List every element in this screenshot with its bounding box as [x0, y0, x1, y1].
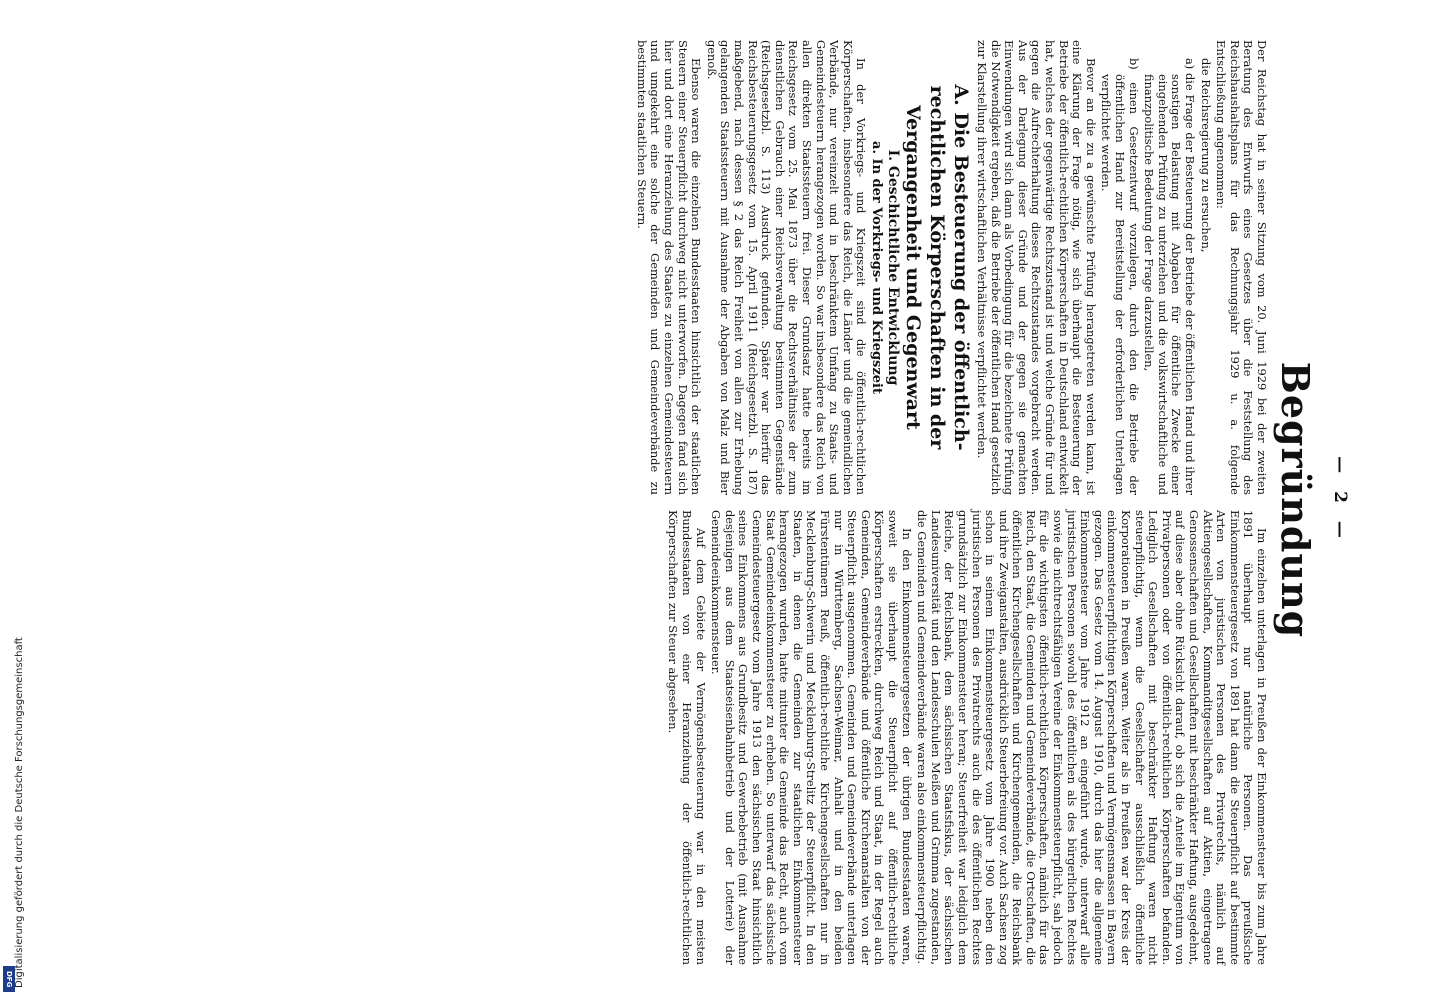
digitization-footer [0, 0, 25, 1000]
body-paragraph: Ebenso waren die einzelnen Bundesstaaten hinsichtlich der staatlichen Steuern einer Steuerpflicht durchweg nicht unterworfen. Dagegen fand sich hier und dort eine Heranziehung des Staates zu einzelnen Gemeindesteuern und umgekehrt eine solche der Gemeinden und Gemeindeverbände zu bestimmten staatlichen Steuern. [634, 40, 704, 495]
list-item-a: a) die Frage der Besteuerung der Betriebe der öffentlichen Hand und ihrer sonstigen Belastung mit Abgaben für öffentliche Zwecke einer eingehenden Prüfung zu unterziehen und die volkswirtschaftliche und finanzpolitische Bedeutung der Frage darzustellen, [1142, 58, 1198, 495]
page-title: Begründung [1273, 361, 1318, 639]
request-line: die Reichsregierung zu ersuchen, [1198, 58, 1213, 253]
intro-paragraph: Der Reichstag hat in seiner Sitzung vom 20. Juni 1929 bei der zweiten Beratung des Entwurfs eines Gesetzes über die Feststellung des Reichshaushaltsplans für das Rechnungsjahr 1929 u. a. folgende Entschließung angenommen: [1214, 40, 1269, 495]
body-paragraph: In den Einkommensteuergesetzen der übrigen Bundesstaaten waren, soweit sie überhaupt die Steuerpflicht auf öffentlich-rechtliche Körperschaften erstreckten, durchweg Reich und Staat, in der Regel auch Gemeinden, Gemeindeverbände und öffentliche Kirchenanstalten von der Steuerpflicht ausgenommen. Gemeinden und Gemeindeverbände unterlagen nur in Württemberg, Sachsen-Weimar, Anhalt und in den beiden Fürstentümern Reuß, öffentlich-rechtliche Kirchengesellschaften nur in Mecklenburg-Schwerin und Mecklenburg-Strelitz der Steuerpflicht. In den Staaten, in denen die Gemeinden zur staatlichen Einkommensteuer herangezogen wurden, hatte mitunter die Gemeinde das Recht, auch vom Staat Gemeindeeinkommensteuer zu erheben. So unterwarf das sächsische Gemeindesteuergesetz vom Jahre 1913 den sächsischen Staat hinsichtlich seines Einkommens aus Grundbesitz und Gewerbebetrieb (mit Ausnahme desjenigen aus dem Staatseisenbahnbetrieb und der Lotterie) der Gemeindeeinkommensteuer. [709, 510, 914, 965]
section-heading-1: I. Geschichtliche Entwicklung [884, 149, 901, 386]
list-item-b: b) einen Gesetzentwurf vorzulegen, durch den die Betriebe der öffentlichen Hand zur Bereitstellung der erforderlichen Unterlagen verpflichtet werden. [1099, 58, 1141, 495]
body-paragraph: Im einzelnen unterlagen in Preußen der Einkommensteuer bis zum Jahre 1891 überhaupt nur natürliche Personen. Das preußische Einkommensteuergesetz von 1891 hat dann die Steuerpflicht auf bestimmte Arten von juristischen Personen des Privatrechts, nämlich auf Aktiengesellschaften, Kommanditgesellschaften auf Aktien, eingetragene Genossenschaften und Gesellschaften mit beschränkter Haftung, ausgedehnt, auf diese aber ohne Rücksicht darauf, ob sich die Anteile im Eigentum von Privatpersonen oder von öffentlich-rechtlichen Körperschaften befanden. Lediglich Gesellschaften mit beschränkter Haftung waren nicht steuerpflichtig, wenn die Gesellschafter ausschließlich öffentliche Korporationen in Preußen waren. Weiter als in Preußen war der Kreis der einkommensteuerpflichtigen Körperschaften und Vermögensmassen in Bayern gezogen. Das Gesetz vom 14. August 1910, durch das hier die allgemeine Einkommensteuer vom Jahre 1912 an eingeführt wurde, unterwarf alle juristischen Personen sowohl des öffentlichen als des bürgerlichen Rechtes sowie die nichtrechtsfähigen Vereine der Einkommensteuerpflicht, sah jedoch für die wichtigsten öffentlich-rechtlichen Körperschaften, nämlich für das Reich, den Staat, die Gemeinden und Gemeindeverbände, die Ortschaften, die öffentlichen Kirchengesellschaften und Kirchengemeinden, die Reichsbank und ihre Zweiganstalten, ausdrücklich Steuerbefreiung vor. Auch Sachsen zog schon in seinem Einkommensteuergesetz vom Jahre 1900 neben den juristischen Personen des Privatrechts auch die des öffentlichen Rechtes grundsätzlich zur Einkommensteuer heran; Steuerfreiheit war lediglich dem Reiche, der Reichsbank, dem sächsischen Staatsfiskus, der sächsischen Landesuniversität und den Landesschulen Meißen und Grimma zugestanden, die Gemeinden und Gemeindeverbände waren also einkommensteuerpflichtig. [915, 510, 1269, 965]
body-paragraph: Bevor an die zu a gewünschte Prüfung herangetreten werden kann, ist eine Klärung der Frage nötig, wie sich überhaupt die Besteuerung der Betriebe der öffentlich-rechtlichen Körperschaften in Deutschland entwickelt hat, welches der gegenwärtige Rechtszustand ist und welche Gründe für und gegen die Aufrechterhaltung dieses Rechtszustandes vorgebracht werden. Aus der Darlegung dieser Gründe und der gegen sie gemachten Einwendungen wird sich dann als Vorbedingung für die bezeichnete Prüfung die Notwendigkeit ergeben, daß die Betriebe der öffentlichen Hand gesetzlich zur Klarstellung ihrer wirtschaftlichen Verhältnisse verpflichtet werden. [975, 40, 1098, 495]
body-paragraph: Auf dem Gebiete der Vermögensbesteuerung war in den meisten Bundesstaaten von einer Heranziehung der öffentlich-rechtlichen Körperschaften zur Steuer abgesehen. [666, 510, 708, 965]
left-column [632, 40, 1268, 495]
section-heading-a: A. Die Besteuerung der öffentlich-rechtlichen Körperschaften in der Vergangenheit und Gegenwart [901, 84, 972, 451]
subsection-heading-a: a. In der Vorkriegs- und Kriegszeit [868, 141, 884, 394]
dfg-logo-icon: DFG [3, 966, 15, 992]
footer-credit: Digitalisierung gefördert durch die Deutsche Forschungsgemeinschaft [14, 637, 25, 988]
page-number: — 2 — [1330, 456, 1350, 544]
right-column [664, 510, 1268, 965]
body-paragraph: In der Vorkriegs- und Kriegszeit sind die öffentlich-rechtlichen Körperschaften, insbesondere das Reich, die Länder und die gemeindlichen Verbände, nur vereinzelt und in beschränktem Umfang zu Staats- und Gemeindesteuern herangezogen worden. So war insbesondere das Reich von allen direkten Staatssteuern frei. Dieser Grundsatz hatte bereits im Reichsgesetz vom 25. Mai 1873 über die Rechtsverhältnisse der zum dienstlichen Gebrauch einer Reichsverwaltung bestimmten Gegenstände (Reichsgesetzbl. S. 113) Ausdruck gefunden. Später war hierfür das Reichsbesteuerungsgesetz vom 15. April 1911 (Reichsgesetzbl. S. 187) maßgebend, nach dessen § 2 das Reich Freiheit von allen zur Erhebung gelangenden Staatssteuern mit Ausnahme der Abgaben von Malz und Bier genoß. [704, 40, 869, 495]
scanned-page [130, 0, 1380, 1000]
